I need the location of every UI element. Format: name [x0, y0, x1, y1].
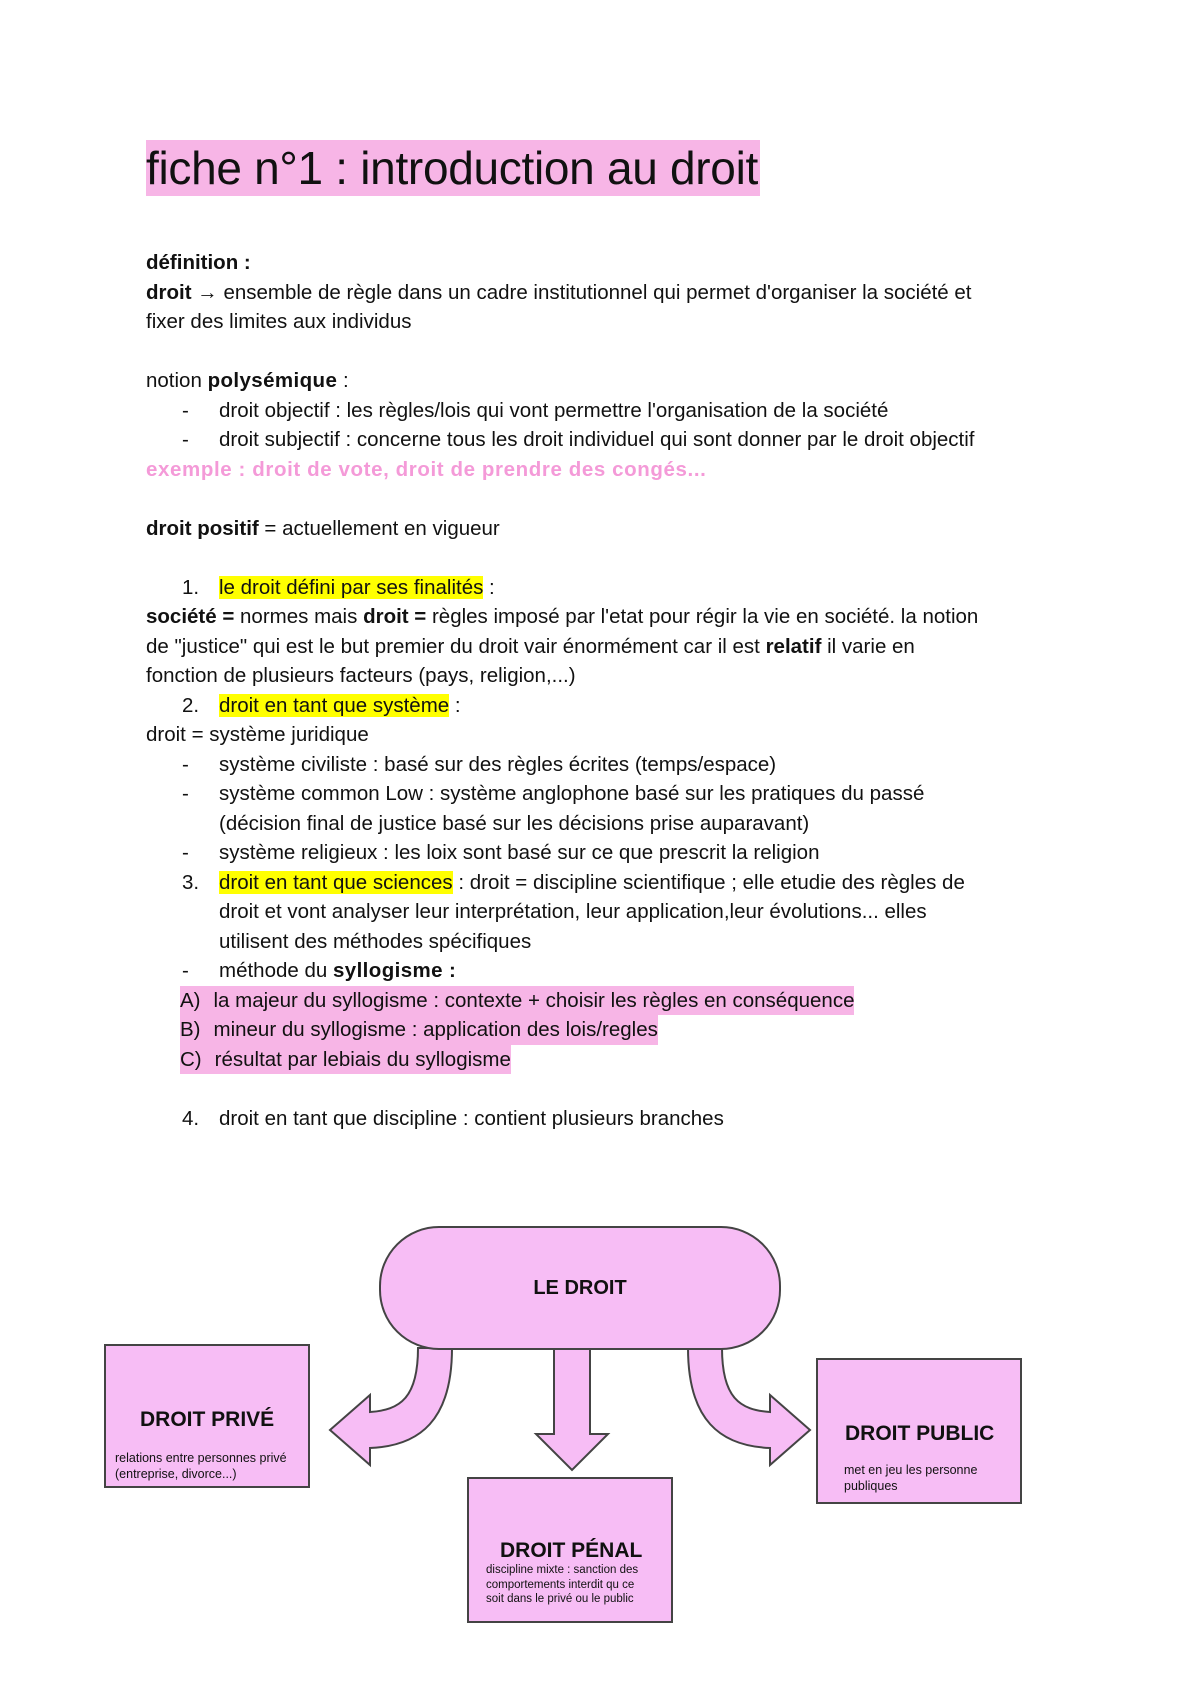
syllogism-step-a: A) la majeur du syllogisme : contexte + choisir les règles en conséquence — [146, 986, 1076, 1016]
droit-prive-title: DROIT PRIVÉ — [140, 1408, 275, 1431]
droit-penal-title: DROIT PÉNAL — [500, 1539, 643, 1562]
section-1-heading: 1. le droit défini par ses finalités : — [182, 575, 495, 599]
section-2-intro: droit = système juridique — [146, 723, 369, 746]
list-item: - système religieux : les loix sont basé sur ce que prescrit la religion — [182, 841, 820, 864]
le-droit-label: LE DROIT — [533, 1276, 627, 1299]
list-item: - système common Low : système anglophone basé sur les pratiques du passé — [182, 782, 925, 805]
arrow-to-penal — [536, 1348, 608, 1470]
section-1-paragraph-2: de "justice" qui est le but premier du droit vair énormément car il est relatif il varie en — [146, 634, 915, 658]
droit-penal-box — [467, 1477, 673, 1623]
arrow-to-public — [688, 1348, 810, 1465]
section-4-heading: 4. droit en tant que discipline : contient plusieurs branches — [182, 1106, 724, 1130]
definition-line-2: fixer des limites aux individus — [146, 310, 412, 333]
positif-line: droit positif = actuellement en vigueur — [146, 516, 500, 540]
list-item: - système civiliste : basé sur des règles écrites (temps/espace) — [182, 752, 777, 776]
section-3-line-2: droit et vont analyser leur interprétation, leur application,leur évolutions... elles — [219, 900, 927, 923]
droit-public-title: DROIT PUBLIC — [845, 1422, 995, 1445]
droit-public-desc: met en jeu les personne publiques — [844, 1463, 978, 1493]
droit-penal-desc: discipline mixte : sanction des comportements interdit qu ce soit dans le privé ou le public — [486, 1564, 639, 1605]
section-1-paragraph-3: fonction de plusieurs facteurs (pays, religion,...) — [146, 664, 576, 687]
notion-heading: notion polysémique : — [146, 369, 349, 392]
syllogism-step-c: C) résultat par lebiais du syllogisme — [146, 1045, 1076, 1075]
list-item-continuation: (décision final de justice basé sur les décisions prise auparavant) — [219, 811, 810, 835]
list-item: - droit objectif : les règles/lois qui vont permettre l'organisation de la société — [182, 398, 889, 422]
droit-public-box — [816, 1358, 1022, 1504]
droit-prive-desc: relations entre personnes privé (entreprise, divorce...) — [115, 1451, 287, 1481]
section-3-line-3: utilisent des méthodes spécifiques — [219, 929, 532, 953]
arrow-to-prive — [330, 1348, 452, 1465]
definition-heading: définition : — [146, 251, 251, 274]
method-heading: - méthode du syllogisme : — [182, 959, 457, 982]
document-body — [146, 140, 1076, 1133]
section-1-paragraph: société = normes mais droit = règles imposé par l'etat pour régir la vie en société. la notion — [146, 605, 979, 628]
example-text: exemple : droit de vote, droit de prendre des congés... — [146, 457, 707, 481]
le-droit-node — [379, 1226, 781, 1350]
section-2-heading: 2. droit en tant que système : — [182, 693, 461, 717]
droit-prive-box — [104, 1344, 310, 1488]
list-item: - droit subjectif : concerne tous les droit individuel qui sont donner par le droit objectif — [182, 428, 975, 451]
section-3-heading: 3. droit en tant que sciences : droit = discipline scientifique ; elle etudie des règles de — [182, 870, 965, 894]
definition-line: droit → ensemble de règle dans un cadre institutionnel qui permet d'organiser la société et — [146, 280, 972, 304]
page-title: fiche n°1 : introduction au droit — [146, 142, 758, 194]
syllogism-step-b: B) mineur du syllogisme : application des lois/regles — [146, 1015, 1076, 1045]
